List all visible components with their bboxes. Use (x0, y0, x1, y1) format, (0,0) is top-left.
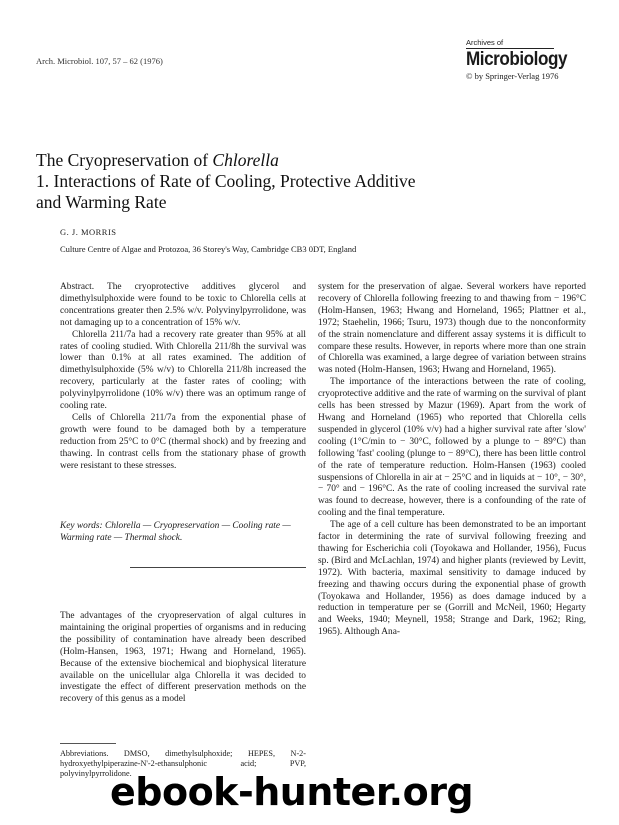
title-line2: 1. Interactions of Rate of Cooling, Protective Additive (36, 171, 416, 191)
author: G. J. MORRIS (60, 227, 117, 237)
right-p3: The age of a cell culture has been demonstrated to be an important factor in determining the rate of survival following freezing and thawing for Escherichia coli (Toyokawa and Hollander, 1956), Fucus sp. (Bird and McLachlan, 1974) and higher plants (reviewed by Levitt, 1972). With bacteria, maximal sensitivity to damage induced by freezing and thawing occurs during the exponential phase of growth (Toyokawa and Hollander, 1956) as does damage induced by a reduction in temperature per se (Gorrill and McNeil, 1960; Hegarty and Weeks, 1940; Meynell, 1958; Strange and Dark, 1962; Ring, 1965). Although Ana- (318, 520, 586, 638)
abstract-p2: Chlorella 211/7a had a recovery rate greater than 95% at all rates of cooling studied. With Chlorella 211/8h the survival was lower than 0.1% at all rates examined. The addition of dimethylsulphoxide (5% w/v) to Chlorella 211/8h increased the recovery, particularly at the faster rates of cooling; with polyvinylpyrrolidone (10% w/v) there was an optimum range of cooling rate. (60, 329, 306, 412)
logo-small-text: Archives of (466, 38, 504, 47)
footnote-divider (60, 743, 116, 744)
abstract-p3: Cells of Chlorella 211/7a from the exponential phase of growth were found to be damaged both by a temperature reduction from 25°C to 0°C (thermal shock) and by freezing and thawing. In contrast cells from the stationary phase of growth were resistant to these stresses. (60, 412, 306, 471)
intro-left (60, 611, 306, 706)
abstract (60, 282, 306, 473)
citation: Arch. Microbiol. 107, 57 – 62 (1976) (36, 56, 163, 66)
right-p2: The importance of the interactions between the rate of cooling, cryoprotective additive and the rate of warming on the survival of plant cells has been stressed by Mazur (1969). Apart from the work of Hwang and Horneland (1965) who reported that Chlorella cells suspended in glycerol (10% v/v) had a higher survival rate after 'slow' cooling (1°C/min to − 30°C, followed by a plunge to − 89°C) than following 'fast' cooling (plunge to − 89°C), there has been little control of the rate of temperature reduction. Holm-Hansen (1963) cooled suspensions of Chlorella in air at − 25°C and in liquids at − 10°, − 30°, − 70° and − 196°C. As the rate of cooling increased the survival rate was found to decrease, however, there is a confounding of the rate of cooling and the final temperature. (318, 377, 586, 519)
intro-left-text: The advantages of the cryopreservation of algal cultures in maintaining the original properties of organisms and in reducing the possibility of contamination have already been described (Holm-Hansen, 1963, 1971; Hwang and Horneland, 1965). Because of the extensive biochemical and biophysical literature available on the unicellular alga Chlorella it was decided to investigate the effect of different preservation methods on the recovery of this genus as a model (60, 611, 306, 705)
right-p1: system for the preservation of algae. Several workers have reported recovery of Chlorella following freezing to and thawing from − 196°C (Holm-Hansen, 1963; Hwang and Horneland, 1965; Plattner et al., 1972; Staehelin, 1966; Tsuru, 1973) though due to the nonconformity of the strain nomenclature and different assay systems it is difficult to compare these results. However, in reports where more than one strain of Chlorella was examined, a large degree of variation between strains was noted (Holm-Hansen, 1963; Hwang and Horneland, 1965). (318, 282, 586, 376)
abstract-p1: Abstract. The cryoprotective additives glycerol and dimethylsulphoxide were found to be toxic to Chlorella cells at concentrations greater then 2.5% w/v. Polyvinylpyrrolidone, was not damaging up to a concentration of 15% w/v. (60, 282, 306, 328)
logo-main-text: Microbiology (466, 49, 568, 70)
section-divider (130, 567, 306, 568)
logo-copyright: © by Springer-Verlag 1976 (466, 71, 559, 81)
watermark: ebook-hunter.org (110, 770, 474, 814)
title-line1: The Cryopreservation of Chlorella (36, 150, 279, 170)
paper-title (36, 150, 416, 213)
journal-logo (466, 38, 586, 81)
key-words: Key words: Chlorella — Cryopreservation — Cooling rate — Warming rate — Thermal shock. (60, 521, 291, 543)
right-column (318, 282, 586, 639)
abbreviations-footnote: Abbreviations. DMSO, dimethylsulphoxide; HEPES, N-2-hydroxyethylpiperazine-N'-2-ethansulphonic acid; PVP, polyvinylpyrrolidone. (60, 749, 306, 778)
affiliation: Culture Centre of Algae and Protozoa, 36 Storey's Way, Cambridge CB3 0DT, England (60, 244, 357, 254)
title-line3: and Warming Rate (36, 192, 167, 212)
